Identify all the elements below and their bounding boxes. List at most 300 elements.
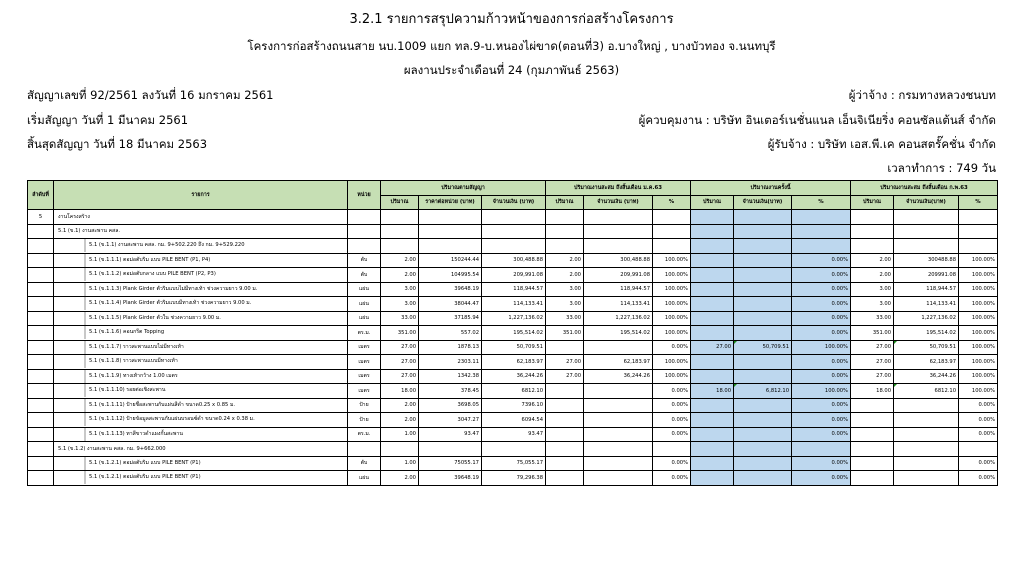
cell-prev-qty: 3.00 [546, 282, 584, 297]
cell-unit [348, 224, 381, 239]
cell-prev-amount [584, 413, 653, 428]
cell-contract-unit-price: 1878.13 [419, 340, 482, 355]
cell-prev-pct: 0.00% [653, 340, 691, 355]
cell-cum-pct: 100.00% [959, 369, 998, 384]
cell-cum-qty: 2.00 [851, 268, 894, 283]
table-row [28, 210, 998, 225]
cell-cum-qty [851, 442, 894, 457]
cell-current-qty [691, 239, 734, 254]
cell-no [28, 442, 54, 457]
cell-contract-unit-price: 39648.19 [419, 471, 482, 486]
table-row [28, 268, 998, 283]
cell-contract-amount [482, 210, 546, 225]
cell-cum-pct: 0.00% [959, 456, 998, 471]
cell-cum-amount: 50,709.51 [894, 340, 959, 355]
cell-prev-qty: 3.00 [546, 297, 584, 312]
cell-current-amount [734, 456, 792, 471]
cell-contract-amount: 7396.10 [482, 398, 546, 413]
cell-cum-pct: 0.00% [959, 398, 998, 413]
item-label: 5.1 (ข.1.2) งานสะพาน คสล. กม. 9+662.000 [58, 445, 166, 452]
cell-current-amount: 6,812.10 [734, 384, 792, 399]
cell-current-amount [734, 369, 792, 384]
cell-cum-pct: 0.00% [959, 427, 998, 442]
cell-unit: ตับ [348, 268, 381, 283]
cell-cum-qty: 351.00 [851, 326, 894, 341]
cell-current-amount [734, 297, 792, 312]
cell-current-pct: 0.00% [792, 326, 851, 341]
cell-contract-qty: 2.00 [381, 413, 419, 428]
header-prev-qty: ปริมาณ [546, 195, 584, 210]
cell-contract-unit-price [419, 210, 482, 225]
cell-cum-amount [894, 224, 959, 239]
table-row [28, 442, 998, 457]
cell-prev-amount: 1,227,136.02 [584, 311, 653, 326]
cell-current-amount [734, 210, 792, 225]
report-title: 3.2.1 รายการสรุปความก้าวหน้าของการก่อสร้างโครงการ [349, 12, 674, 27]
cell-prev-pct: 100.00% [653, 282, 691, 297]
cell-prev-qty: 2.00 [546, 268, 584, 283]
cell-prev-qty [546, 239, 584, 254]
cell-contract-unit-price: 39648.19 [419, 282, 482, 297]
cell-current-qty [691, 471, 734, 486]
cell-item [54, 311, 348, 326]
cell-item [54, 442, 348, 457]
cell-cum-amount: 195,514.02 [894, 326, 959, 341]
cell-current-amount [734, 355, 792, 370]
working-days: เวลาทำการ : 749 วัน [887, 161, 996, 175]
cell-contract-amount: 6094.54 [482, 413, 546, 428]
cell-unit: เมตร [348, 384, 381, 399]
cell-prev-amount [584, 456, 653, 471]
cell-cum-pct: 100.00% [959, 340, 998, 355]
cell-prev-qty [546, 413, 584, 428]
cell-prev-qty: 27.00 [546, 369, 584, 384]
cell-current-amount [734, 427, 792, 442]
header-prev: ปริมาณงานสะสม ถึงสิ้นเดือน ม.ค.63 [546, 181, 691, 196]
cell-current-qty [691, 282, 734, 297]
cell-contract-unit-price: 150244.44 [419, 253, 482, 268]
cell-item [54, 297, 348, 312]
cell-unit: แผ่น [348, 297, 381, 312]
header-contract: ปริมาณตามสัญญา [381, 181, 546, 196]
cell-prev-pct: 0.00% [653, 427, 691, 442]
cell-current-qty [691, 297, 734, 312]
cell-cum-pct: 100.00% [959, 355, 998, 370]
cell-current-qty [691, 413, 734, 428]
header-no: ลำดับที่ [28, 181, 54, 210]
cell-cum-qty: 3.00 [851, 297, 894, 312]
cell-current-qty: 27.00 [691, 340, 734, 355]
cell-prev-pct: 100.00% [653, 369, 691, 384]
table-row [28, 239, 998, 254]
cell-contract-amount [482, 224, 546, 239]
table-row [28, 326, 998, 341]
cell-prev-amount [584, 471, 653, 486]
cell-prev-pct [653, 239, 691, 254]
cell-cum-amount [894, 471, 959, 486]
cell-current-amount [734, 253, 792, 268]
cell-prev-pct: 0.00% [653, 471, 691, 486]
cell-contract-unit-price: 1342.38 [419, 369, 482, 384]
cell-current-qty [691, 355, 734, 370]
cell-contract-qty: 3.00 [381, 297, 419, 312]
item-label: 5.1 (ข.1.1.13) ทาสีขาวดำแผงกั้นสะพาน [84, 428, 183, 441]
cell-no [28, 456, 54, 471]
cell-contract-unit-price: 3698.05 [419, 398, 482, 413]
item-label: 5.1 (ข.1.1.1) ตอม่อตับริม แบบ PILE BENT (P1, P4) [84, 254, 210, 267]
cell-contract-qty: 351.00 [381, 326, 419, 341]
cell-unit [348, 210, 381, 225]
contractor: ผู้รับจ้าง : บริษัท เอส.พี.เค คอนสตรั๊คชั่น จำกัด [767, 137, 996, 151]
header-cumulative: ปริมาณงานสะสม ถึงสิ้นเดือน ก.พ.63 [851, 181, 998, 196]
cell-cum-qty [851, 413, 894, 428]
cell-prev-pct: 0.00% [653, 384, 691, 399]
cell-prev-pct: 100.00% [653, 355, 691, 370]
cell-item [54, 340, 348, 355]
table-row [28, 311, 998, 326]
cell-cum-amount: 36,244.26 [894, 369, 959, 384]
cell-unit: แผ่น [348, 471, 381, 486]
cell-prev-qty: 351.00 [546, 326, 584, 341]
cell-cum-amount [894, 442, 959, 457]
report-period: ผลงานประจำเดือนที่ 24 (กุมภาพันธ์ 2563) [403, 63, 620, 77]
header-cum-amount: จำนวนเงิน(บาท) [894, 195, 959, 210]
cell-current-pct [792, 239, 851, 254]
cell-current-amount [734, 239, 792, 254]
table-row [28, 369, 998, 384]
header-contract-amount: จำนวนเงิน (บาท) [482, 195, 546, 210]
cell-prev-amount: 114,133.41 [584, 297, 653, 312]
cell-contract-amount: 6812.10 [482, 384, 546, 399]
cell-current-qty [691, 253, 734, 268]
cell-prev-qty [546, 427, 584, 442]
cell-cum-pct [959, 224, 998, 239]
cell-cum-qty [851, 398, 894, 413]
cell-contract-qty: 2.00 [381, 398, 419, 413]
cell-prev-amount [584, 239, 653, 254]
table-row [28, 340, 998, 355]
table-row [28, 456, 998, 471]
cell-unit: เมตร [348, 369, 381, 384]
cell-cum-qty [851, 239, 894, 254]
cell-prev-pct [653, 442, 691, 457]
cell-cum-pct: 0.00% [959, 413, 998, 428]
cell-no [28, 398, 54, 413]
cell-current-amount: 50,709.51 [734, 340, 792, 355]
cell-current-amount [734, 326, 792, 341]
cell-contract-qty [381, 210, 419, 225]
cell-contract-qty: 27.00 [381, 355, 419, 370]
contract-end: สิ้นสุดสัญญา วันที่ 18 มีนาคม 2563 [27, 137, 208, 151]
cell-cum-qty [851, 427, 894, 442]
cell-unit: เมตร [348, 355, 381, 370]
cell-contract-qty [381, 442, 419, 457]
item-label: งานโครงสร้าง [58, 213, 90, 220]
cell-contract-amount: 93.47 [482, 427, 546, 442]
cell-prev-qty: 33.00 [546, 311, 584, 326]
cell-current-qty [691, 369, 734, 384]
cell-item [54, 398, 348, 413]
cell-unit: ตร.ม. [348, 427, 381, 442]
header-prev-pct: % [653, 195, 691, 210]
cell-prev-amount [584, 427, 653, 442]
cell-current-pct [792, 210, 851, 225]
cell-contract-qty [381, 224, 419, 239]
cell-contract-unit-price: 37185.94 [419, 311, 482, 326]
cell-current-qty [691, 427, 734, 442]
cell-contract-amount: 195,514.02 [482, 326, 546, 341]
cell-current-pct: 0.00% [792, 282, 851, 297]
cell-no [28, 311, 54, 326]
cell-prev-pct: 100.00% [653, 326, 691, 341]
cell-unit: แผ่น [348, 311, 381, 326]
item-label: 5.1 (ข.1.1.12) ป้ายข้อมูลสะพานกับแผ่นบรอนซ์ดำ ขนาด0.24 x 0.38 ม. [84, 413, 255, 426]
cell-no [28, 427, 54, 442]
cell-no [28, 253, 54, 268]
cell-unit [348, 442, 381, 457]
cell-prev-qty [546, 442, 584, 457]
cell-item [54, 239, 348, 254]
table-body [28, 210, 998, 486]
cell-cum-amount: 300488.88 [894, 253, 959, 268]
cell-current-qty: 18.00 [691, 384, 734, 399]
item-label: 5.1 (ข.1.1.10) รอยต่อเชิงสะพาน [84, 384, 165, 397]
cell-unit: ป้าย [348, 398, 381, 413]
cell-prev-amount: 36,244.26 [584, 369, 653, 384]
cell-prev-qty [546, 224, 584, 239]
cell-cum-pct: 100.00% [959, 297, 998, 312]
progress-table [27, 180, 998, 486]
cell-current-pct: 0.00% [792, 268, 851, 283]
cell-contract-amount: 79,296.38 [482, 471, 546, 486]
cell-cum-amount [894, 456, 959, 471]
cell-cum-qty: 18.00 [851, 384, 894, 399]
cell-contract-qty [381, 239, 419, 254]
item-label: 5.1 (ข.1.1) งานสะพาน คสล. กม. 9+502.220 ถึง กม. 9+529.220 [84, 239, 245, 252]
cell-item [54, 413, 348, 428]
project-name: โครงการก่อสร้างถนนสาย นบ.1009 แยก ทล.9-บ.หนองไผ่ขาด(ตอนที่3) อ.บางใหญ่ , บางบัวทอง จ.นนทบุรี [247, 39, 776, 53]
cell-prev-pct: 100.00% [653, 311, 691, 326]
cell-cum-qty: 27.00 [851, 369, 894, 384]
header-unit: หน่วย [348, 181, 381, 210]
table-row [28, 253, 998, 268]
cell-current-pct: 0.00% [792, 398, 851, 413]
cell-item [54, 355, 348, 370]
cell-cum-qty: 27.00 [851, 355, 894, 370]
table-row [28, 297, 998, 312]
cell-no [28, 282, 54, 297]
cell-prev-amount [584, 384, 653, 399]
item-label: 5.1 (ข.1.1.7) ราวสะพานแบบไม่มีทางเท้า [84, 341, 184, 354]
cell-current-qty [691, 442, 734, 457]
cell-item [54, 326, 348, 341]
cell-current-pct: 100.00% [792, 384, 851, 399]
cell-contract-qty: 18.00 [381, 384, 419, 399]
cell-current-qty [691, 268, 734, 283]
cell-cum-amount: 1,227,136.02 [894, 311, 959, 326]
cell-current-pct: 0.00% [792, 369, 851, 384]
cell-cum-pct: 100.00% [959, 253, 998, 268]
cell-no [28, 384, 54, 399]
cell-current-pct: 0.00% [792, 456, 851, 471]
cell-current-qty [691, 398, 734, 413]
cell-cum-amount [894, 413, 959, 428]
header-current: ปริมาณงานครั้งนี้ [691, 181, 851, 196]
cell-current-qty [691, 224, 734, 239]
cell-current-amount [734, 224, 792, 239]
cell-contract-qty: 2.00 [381, 471, 419, 486]
table-row [28, 398, 998, 413]
cell-prev-amount: 300,488.88 [584, 253, 653, 268]
cell-cum-pct: 100.00% [959, 268, 998, 283]
cell-cum-qty: 33.00 [851, 311, 894, 326]
cell-cum-pct: 100.00% [959, 282, 998, 297]
cell-contract-amount: 62,183.97 [482, 355, 546, 370]
cell-prev-qty [546, 340, 584, 355]
cell-contract-qty: 27.00 [381, 340, 419, 355]
cell-cum-amount: 209991.08 [894, 268, 959, 283]
cell-contract-amount: 114,133.41 [482, 297, 546, 312]
cell-unit [348, 239, 381, 254]
cell-cum-amount [894, 210, 959, 225]
cell-prev-amount: 209,991.08 [584, 268, 653, 283]
cell-prev-qty [546, 210, 584, 225]
cell-contract-unit-price: 2303.11 [419, 355, 482, 370]
cell-no: 5 [28, 210, 54, 225]
cell-current-amount [734, 268, 792, 283]
cell-contract-amount: 1,227,136.02 [482, 311, 546, 326]
cell-cum-qty [851, 224, 894, 239]
cell-no [28, 355, 54, 370]
item-label: 5.1 (ข.1.1.6) คอนกรีต Topping [84, 326, 164, 339]
cell-prev-amount [584, 224, 653, 239]
contract-start: เริ่มสัญญา วันที่ 1 มีนาคม 2561 [27, 113, 189, 127]
cell-cum-pct [959, 442, 998, 457]
cell-contract-unit-price: 93.47 [419, 427, 482, 442]
cell-cum-qty: 3.00 [851, 282, 894, 297]
item-label: 5.1 (ข.1.1.4) Plank Girder ตัวริมแบบมีทางเท้า ช่วงความยาว 9.00 ม. [84, 297, 251, 310]
cell-contract-amount: 50,709.51 [482, 340, 546, 355]
cell-item [54, 253, 348, 268]
item-label: 5.1 (ข.1.2.1) ตอม่อตับริม แบบ PILE BENT (P1) [84, 471, 201, 484]
contract-number: สัญญาเลขที่ 92/2561 ลงวันที่ 16 มกราคม 2561 [27, 88, 274, 102]
cell-prev-amount: 62,183.97 [584, 355, 653, 370]
cell-prev-pct: 100.00% [653, 268, 691, 283]
header-current-pct: % [792, 195, 851, 210]
cell-prev-pct [653, 210, 691, 225]
cell-contract-qty: 1.00 [381, 456, 419, 471]
item-label: 5.1 (ข.1.1.2) ตอม่อตับกลาง แบบ PILE BENT (P2, P3) [84, 268, 216, 281]
header-current-amount: จำนวนเงิน(บาท) [734, 195, 792, 210]
cell-contract-unit-price: 3047.27 [419, 413, 482, 428]
cell-current-pct: 0.00% [792, 311, 851, 326]
cell-current-pct [792, 224, 851, 239]
cell-cum-qty [851, 456, 894, 471]
cell-current-pct [792, 442, 851, 457]
cell-prev-pct: 100.00% [653, 253, 691, 268]
cell-prev-amount [584, 210, 653, 225]
cell-prev-pct [653, 224, 691, 239]
cell-item [54, 282, 348, 297]
item-label: 5.1 (ข.1.1.5) Plank Girder ตัวใน ช่วงความยาว 9.00 ม. [84, 312, 221, 325]
cell-contract-unit-price: 378.45 [419, 384, 482, 399]
cell-current-pct: 0.00% [792, 253, 851, 268]
cell-prev-qty [546, 384, 584, 399]
cell-contract-unit-price [419, 239, 482, 254]
table-row [28, 355, 998, 370]
item-label: 5.1 (ข.1.1.8) ราวสะพานแบบมีทางเท้า [84, 355, 178, 368]
item-label: 5.1 (ข.1) งานสะพาน คสล. [58, 228, 121, 235]
cell-contract-qty: 2.00 [381, 268, 419, 283]
cell-contract-unit-price: 104995.54 [419, 268, 482, 283]
cell-unit: ป้าย [348, 413, 381, 428]
table-row [28, 224, 998, 239]
cell-item [54, 384, 348, 399]
cell-cum-pct: 0.00% [959, 471, 998, 486]
cell-current-pct: 0.00% [792, 355, 851, 370]
table-row [28, 471, 998, 486]
cell-current-amount [734, 311, 792, 326]
cell-prev-amount [584, 340, 653, 355]
cell-contract-qty: 2.00 [381, 253, 419, 268]
cell-current-amount [734, 471, 792, 486]
cell-item [54, 369, 348, 384]
cell-prev-qty [546, 471, 584, 486]
cell-item [54, 210, 348, 225]
cell-contract-qty: 1.00 [381, 427, 419, 442]
header-prev-amount: จำนวนเงิน (บาท) [584, 195, 653, 210]
cell-unit: ตับ [348, 253, 381, 268]
item-label: 5.1 (ข.1.2.1) ตอม่อตับริม แบบ PILE BENT (P1) [84, 457, 201, 470]
cell-prev-qty [546, 456, 584, 471]
cell-current-amount [734, 282, 792, 297]
table-row [28, 427, 998, 442]
cell-contract-qty: 33.00 [381, 311, 419, 326]
item-label: 5.1 (ข.1.1.9) ทางเท้ากว้าง 1.00 เมตร [84, 370, 178, 383]
cell-contract-amount: 118,944.57 [482, 282, 546, 297]
cell-no [28, 413, 54, 428]
table-row [28, 282, 998, 297]
cell-contract-amount [482, 239, 546, 254]
cell-current-pct: 0.00% [792, 427, 851, 442]
cell-contract-qty: 3.00 [381, 282, 419, 297]
cell-cum-pct [959, 210, 998, 225]
cell-prev-amount: 118,944.57 [584, 282, 653, 297]
table-row [28, 384, 998, 399]
cell-no [28, 326, 54, 341]
cell-current-pct: 0.00% [792, 413, 851, 428]
cell-contract-unit-price: 38044.47 [419, 297, 482, 312]
cell-current-pct: 0.00% [792, 471, 851, 486]
cell-current-pct: 100.00% [792, 340, 851, 355]
cell-no [28, 340, 54, 355]
cell-prev-amount [584, 442, 653, 457]
cell-cum-pct: 100.00% [959, 384, 998, 399]
header-current-qty: ปริมาณ [691, 195, 734, 210]
cell-prev-amount [584, 398, 653, 413]
cell-cum-amount: 62,183.97 [894, 355, 959, 370]
cell-contract-amount: 36,244.26 [482, 369, 546, 384]
cell-item [54, 471, 348, 486]
cell-contract-amount: 300,488.88 [482, 253, 546, 268]
item-label: 5.1 (ข.1.1.11) ป้ายชื่อสะพานกับแผ่นสีดำ ขนาด0.25 x 0.85 ม. [84, 399, 235, 412]
cell-current-qty [691, 311, 734, 326]
cell-item [54, 427, 348, 442]
cell-cum-amount [894, 427, 959, 442]
cell-contract-unit-price [419, 442, 482, 457]
cell-cum-amount: 118,944.57 [894, 282, 959, 297]
item-label: 5.1 (ข.1.1.3) Plank Girder ตัวริมแบบไม่มีทางเท้า ช่วงความยาว 9.00 ม. [84, 283, 257, 296]
